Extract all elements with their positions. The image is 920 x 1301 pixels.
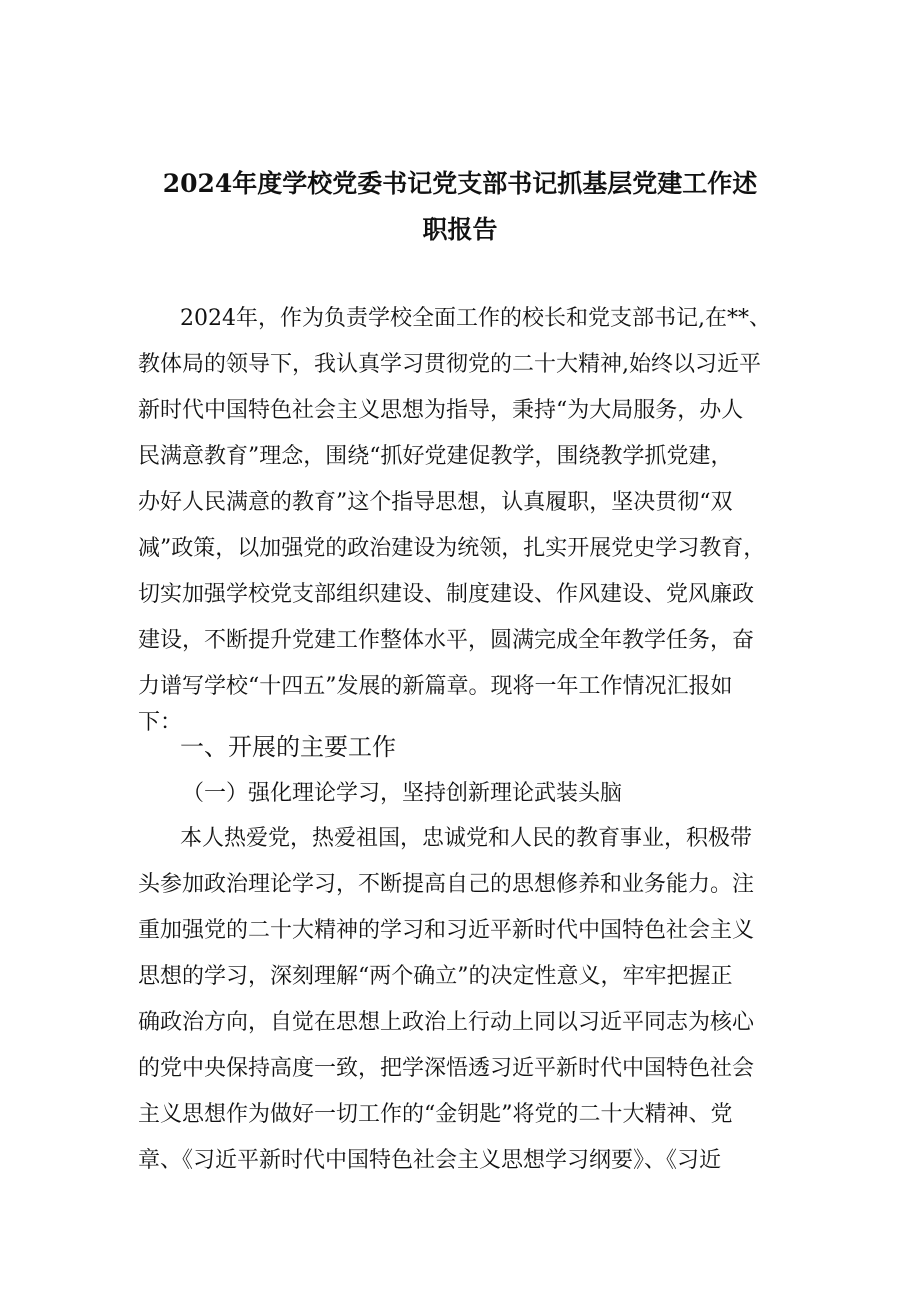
document-title-line-1: 2024年度学校党委书记党支部书记抓基层党建工作述 (162, 169, 758, 198)
intro-paragraph-line: 办好人民满意的教育”这个指导思想，认真履职，坚决贯彻“双 (138, 490, 733, 515)
section-heading: 一、开展的主要工作 (180, 733, 396, 761)
intro-paragraph-line: 下： (138, 710, 183, 735)
subsection-paragraph-line: 重加强党的二十大精神的学习和习近平新时代中国特色社会主义 (138, 918, 755, 943)
subsection-paragraph-line: 章、《习近平新时代中国特色社会主义思想学习纲要》、《习近 (138, 1148, 722, 1173)
subsection-paragraph-line: 确政治方向，自觉在思想上政治上行动上同以习近平同志为核心 (138, 1010, 755, 1035)
subsection-paragraph-line: 的党中央保持高度一致，把学深悟透习近平新时代中国特色社会 (138, 1056, 755, 1081)
intro-paragraph-line: 新时代中国特色社会主义思想为指导，秉持“为大局服务，办人 (138, 398, 744, 423)
intro-paragraph-line: 建设，不断提升党建工作整体水平，圆满完成全年教学任务，奋 (138, 628, 755, 653)
subsection-paragraph-line: 头参加政治理论学习，不断提高自己的思想修养和业务能力。注 (138, 872, 755, 897)
intro-paragraph-line: 教体局的领导下，我认真学习贯彻党的二十大精神,始终以习近平 (138, 352, 761, 377)
subsection-heading: （一）强化理论学习，坚持创新理论武装头脑 (182, 781, 623, 806)
subsection-paragraph-line: 思想的学习，深刻理解“两个确立”的决定性意义，牢牢把握正 (138, 964, 733, 989)
subsection-paragraph-line: 主义思想作为做好一切工作的“金钥匙”将党的二十大精神、党 (138, 1102, 733, 1127)
intro-paragraph-line: 切实加强学校党支部组织建设、制度建设、作风建设、党风廉政 (138, 582, 755, 607)
subsection-paragraph-line: 本人热爱党，热爱祖国，忠诚党和人民的教育事业，积极带 (180, 826, 753, 851)
document-title-line-2: 职报告 (422, 215, 498, 244)
intro-paragraph-line: 民满意教育”理念，围绕“抓好党建促教学，围绕教学抓党建， (138, 444, 733, 469)
intro-paragraph-line: 力谱写学校“十四五”发展的新篇章。现将一年工作情况汇报如 (138, 674, 733, 699)
intro-paragraph-line: 2024年，作为负责学校全面工作的校长和党支部书记,在**、 (180, 306, 771, 331)
intro-paragraph-line: 减”政策，以加强党的政治建设为统领，扎实开展党史学习教育， (138, 536, 766, 561)
